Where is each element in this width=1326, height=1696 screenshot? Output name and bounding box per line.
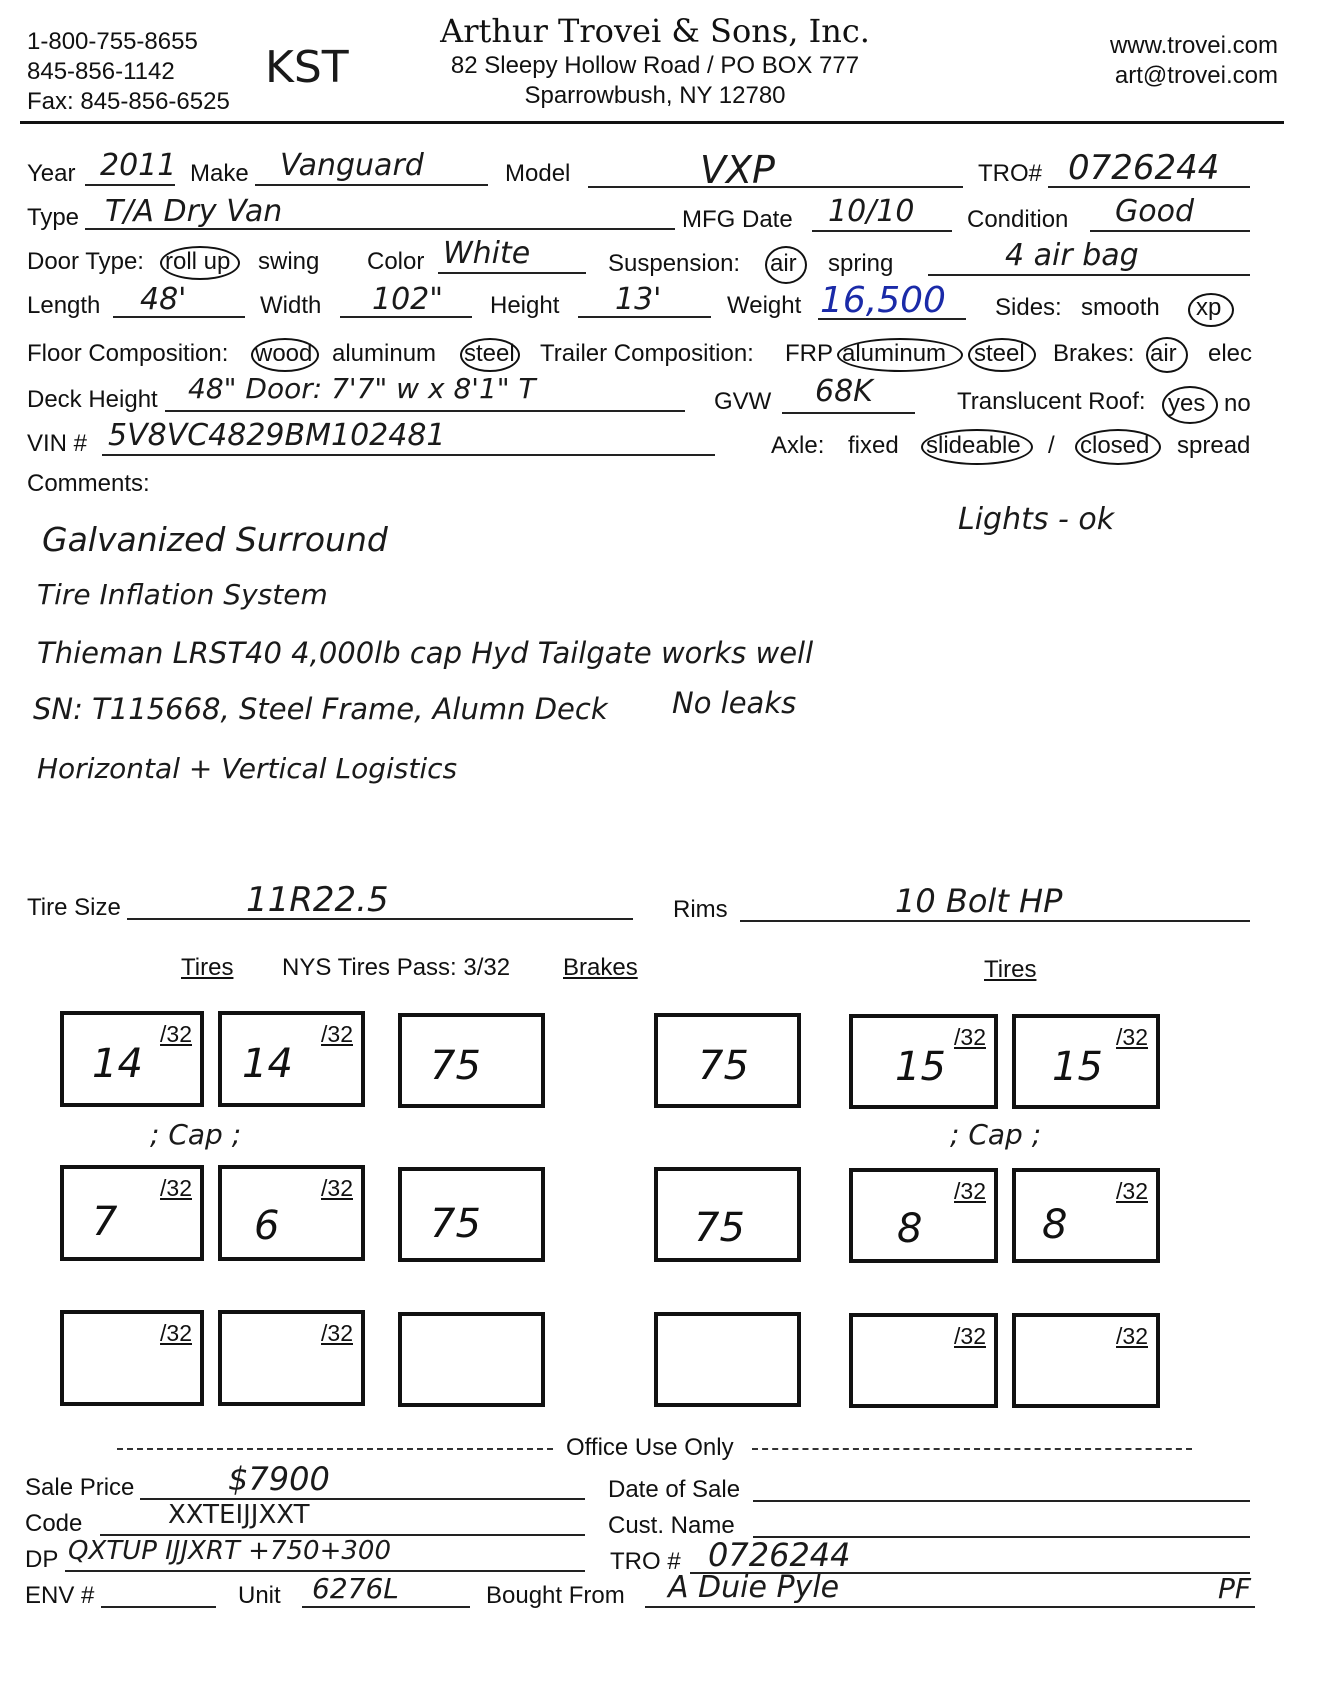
brake-value: 75 bbox=[694, 1205, 745, 1251]
comment-line-2: Tire Inflation System bbox=[37, 578, 328, 611]
year-value: 2011 bbox=[100, 148, 177, 183]
model-value: VXP bbox=[700, 148, 775, 192]
fraction-label: /32 bbox=[321, 1021, 353, 1047]
comment-lights: Lights - ok bbox=[958, 502, 1115, 537]
initials-handwritten: KST bbox=[265, 42, 349, 93]
unit-value: 6276L bbox=[312, 1572, 399, 1605]
brake-value: 75 bbox=[430, 1201, 481, 1247]
comment-line-4: SN: T115668, Steel Frame, Alumn Deck bbox=[33, 692, 608, 726]
brakes-elec-option: elec bbox=[1208, 340, 1253, 367]
tro-office-value: 0726244 bbox=[708, 1536, 851, 1574]
roof-no-option: no bbox=[1224, 390, 1251, 417]
width-value: 102" bbox=[372, 282, 444, 317]
header-divider bbox=[20, 121, 1284, 124]
trailer-frp-option: FRP bbox=[785, 340, 833, 367]
sides-label: Sides: bbox=[995, 294, 1062, 321]
email: art@trovei.com bbox=[1114, 62, 1278, 89]
gvw-line bbox=[782, 412, 915, 414]
comment-line-5: Horizontal + Vertical Logistics bbox=[37, 752, 458, 785]
deck-height-value: 48" Door: 7'7" w x 8'1" T bbox=[188, 372, 536, 405]
rims-line bbox=[740, 920, 1250, 922]
model-line bbox=[588, 186, 963, 188]
office-use-only-label: Office Use Only bbox=[566, 1434, 734, 1461]
suspension-spring-option: spring bbox=[828, 250, 894, 277]
tro-label: TRO# bbox=[978, 160, 1043, 187]
axle-slideable-option: slideable bbox=[926, 432, 1021, 459]
phone-1: 1-800-755-8655 bbox=[27, 28, 198, 55]
tro-value: 0726244 bbox=[1068, 148, 1220, 188]
door-type-label: Door Type: bbox=[27, 248, 144, 275]
tire-size-value: 11R22.5 bbox=[246, 880, 389, 920]
brake-box bbox=[398, 1167, 545, 1262]
dp-value: QXTUP IJJXRT +750+300 bbox=[68, 1536, 391, 1566]
tread-depth-value: 6 bbox=[254, 1203, 280, 1249]
tire-box bbox=[849, 1014, 998, 1109]
type-label: Type bbox=[27, 204, 80, 231]
color-line bbox=[438, 272, 586, 274]
tire-box bbox=[60, 1011, 204, 1107]
dp-label: DP bbox=[25, 1546, 59, 1573]
fraction-label: /32 bbox=[160, 1021, 192, 1047]
tread-depth-value: 15 bbox=[1052, 1044, 1103, 1090]
axle-label: Axle: bbox=[771, 432, 825, 459]
office-divider-left bbox=[117, 1448, 553, 1450]
floor-aluminum-option: aluminum bbox=[332, 340, 437, 367]
deck-height-line bbox=[165, 410, 685, 412]
trailer-steel-option: steel bbox=[974, 340, 1025, 367]
office-divider-right bbox=[752, 1448, 1192, 1450]
weight-value: 16,500 bbox=[820, 280, 946, 321]
tire-box bbox=[1012, 1014, 1160, 1109]
phone-2: 845-856-1142 bbox=[27, 58, 175, 85]
height-value: 13' bbox=[615, 282, 662, 317]
bought-from-label: Bought From bbox=[486, 1582, 625, 1609]
model-label: Model bbox=[505, 160, 571, 187]
company-address-1: 82 Sleepy Hollow Road / PO BOX 777 bbox=[450, 52, 860, 79]
length-label: Length bbox=[27, 292, 101, 319]
brake-box bbox=[398, 1013, 545, 1108]
tire-box[interactable] bbox=[60, 1310, 204, 1406]
condition-label: Condition bbox=[967, 206, 1069, 233]
floor-composition-label: Floor Composition: bbox=[27, 340, 229, 367]
tires-header-right: Tires bbox=[984, 956, 1037, 983]
floor-wood-option: wood bbox=[255, 340, 313, 367]
code-label: Code bbox=[25, 1510, 83, 1537]
date-of-sale-line[interactable] bbox=[753, 1500, 1250, 1502]
sale-price-value: $7900 bbox=[228, 1460, 330, 1498]
brake-box[interactable] bbox=[398, 1312, 545, 1407]
fraction-label: /32 bbox=[321, 1175, 353, 1201]
bought-from-value: A Duie Pyle bbox=[668, 1570, 840, 1605]
company-name: Arthur Trovei & Sons, Inc. bbox=[440, 12, 870, 50]
gvw-label: GVW bbox=[714, 388, 772, 415]
condition-line bbox=[1090, 230, 1250, 232]
color-value: White bbox=[443, 236, 531, 271]
tire-box bbox=[218, 1165, 365, 1261]
length-value: 48' bbox=[140, 282, 187, 317]
website: www.trovei.com bbox=[1109, 32, 1278, 59]
tire-box[interactable] bbox=[218, 1310, 365, 1406]
fraction-label: /32 bbox=[160, 1175, 192, 1201]
company-address-2: Sparrowbush, NY 12780 bbox=[524, 82, 786, 109]
suspension-note-line bbox=[928, 274, 1250, 276]
tire-box bbox=[218, 1011, 365, 1107]
suspension-note-value: 4 air bag bbox=[1005, 238, 1139, 273]
tire-box bbox=[1012, 1168, 1160, 1263]
unit-line bbox=[302, 1606, 470, 1608]
vin-line bbox=[102, 454, 715, 456]
make-value: Vanguard bbox=[280, 148, 424, 183]
tread-depth-value: 15 bbox=[895, 1044, 946, 1090]
mfg-date-label: MFG Date bbox=[682, 206, 793, 233]
year-line bbox=[85, 184, 175, 186]
make-label: Make bbox=[190, 160, 249, 187]
fraction-label: /32 bbox=[954, 1024, 986, 1050]
height-label: Height bbox=[490, 292, 560, 319]
bought-from-line bbox=[645, 1606, 1255, 1608]
env-label: ENV # bbox=[25, 1582, 95, 1609]
brake-box bbox=[654, 1013, 801, 1108]
year-label: Year bbox=[27, 160, 76, 187]
brake-box[interactable] bbox=[654, 1312, 801, 1407]
cap-note-right: ; Cap ; bbox=[950, 1118, 1042, 1151]
axle-slash: / bbox=[1048, 432, 1055, 459]
tire-box[interactable] bbox=[849, 1313, 998, 1408]
tro-office-label: TRO # bbox=[610, 1548, 681, 1575]
comment-line-1: Galvanized Surround bbox=[42, 520, 388, 559]
env-line[interactable] bbox=[101, 1606, 216, 1608]
door-swing-option: swing bbox=[258, 248, 320, 275]
sale-price-label: Sale Price bbox=[25, 1474, 135, 1501]
make-line bbox=[255, 184, 488, 186]
tire-box bbox=[60, 1165, 204, 1261]
tire-box[interactable] bbox=[1012, 1313, 1160, 1408]
brake-box bbox=[654, 1167, 801, 1262]
brake-value: 75 bbox=[430, 1043, 481, 1089]
width-label: Width bbox=[260, 292, 322, 319]
code-value: XXTEIJJXXT bbox=[168, 1500, 310, 1530]
fraction-label: /32 bbox=[321, 1320, 353, 1346]
tread-depth-value: 8 bbox=[1042, 1202, 1068, 1248]
brakes-label: Brakes: bbox=[1053, 340, 1135, 367]
mfg-date-line bbox=[812, 230, 952, 232]
fraction-label: /32 bbox=[954, 1323, 986, 1349]
door-rollup-option: roll up bbox=[165, 248, 231, 275]
comment-line-3: Thieman LRST40 4,000lb cap Hyd Tailgate works well bbox=[37, 636, 814, 670]
unit-label: Unit bbox=[238, 1582, 281, 1609]
vin-value: 5V8VC4829BM102481 bbox=[108, 418, 446, 453]
deck-height-label: Deck Height bbox=[27, 386, 158, 413]
fraction-label: /32 bbox=[1116, 1024, 1148, 1050]
rims-value: 10 Bolt HP bbox=[895, 882, 1063, 920]
fax-number: Fax: 845-856-6525 bbox=[27, 88, 230, 115]
weight-label: Weight bbox=[727, 292, 802, 319]
date-of-sale-label: Date of Sale bbox=[608, 1476, 741, 1503]
comments-label: Comments: bbox=[27, 470, 150, 497]
fraction-label: /32 bbox=[1116, 1323, 1148, 1349]
mfg-date-value: 10/10 bbox=[828, 194, 915, 229]
cap-note-left: ; Cap ; bbox=[150, 1118, 242, 1151]
tread-depth-value: 8 bbox=[897, 1206, 923, 1252]
translucent-roof-label: Translucent Roof: bbox=[957, 388, 1146, 415]
gvw-value: 68K bbox=[815, 374, 873, 409]
roof-yes-option: yes bbox=[1168, 390, 1206, 417]
sides-smooth-option: smooth bbox=[1081, 294, 1160, 321]
tire-size-label: Tire Size bbox=[27, 894, 121, 921]
fraction-label: /32 bbox=[1116, 1178, 1148, 1204]
rims-label: Rims bbox=[673, 896, 728, 923]
suspension-label: Suspension: bbox=[608, 250, 741, 277]
tires-header-left: Tires bbox=[181, 954, 234, 981]
axle-spread-option: spread bbox=[1177, 432, 1251, 459]
axle-fixed-option: fixed bbox=[848, 432, 899, 459]
tread-depth-value: 14 bbox=[242, 1041, 293, 1087]
nys-tires-pass: NYS Tires Pass: 3/32 bbox=[282, 954, 511, 981]
fraction-label: /32 bbox=[954, 1178, 986, 1204]
brakes-header: Brakes bbox=[563, 954, 638, 981]
trailer-aluminum-option: aluminum bbox=[842, 340, 947, 367]
axle-closed-option: closed bbox=[1080, 432, 1150, 459]
comment-line-4b: No leaks bbox=[672, 686, 797, 720]
floor-steel-option: steel bbox=[464, 340, 515, 367]
vin-label: VIN # bbox=[27, 430, 88, 457]
initials-pf: PF bbox=[1218, 1572, 1251, 1605]
cust-name-label: Cust. Name bbox=[608, 1512, 735, 1539]
color-label: Color bbox=[367, 248, 425, 275]
tire-box bbox=[849, 1168, 998, 1263]
tread-depth-value: 14 bbox=[92, 1041, 143, 1087]
suspension-air-option: air bbox=[770, 250, 797, 277]
condition-value: Good bbox=[1115, 194, 1194, 229]
tread-depth-value: 7 bbox=[92, 1199, 118, 1245]
type-value: T/A Dry Van bbox=[105, 194, 283, 229]
sides-xp-option: xp bbox=[1196, 294, 1222, 321]
trailer-composition-label: Trailer Composition: bbox=[540, 340, 754, 367]
brakes-air-option: air bbox=[1150, 340, 1177, 367]
brake-value: 75 bbox=[698, 1043, 749, 1089]
fraction-label: /32 bbox=[160, 1320, 192, 1346]
